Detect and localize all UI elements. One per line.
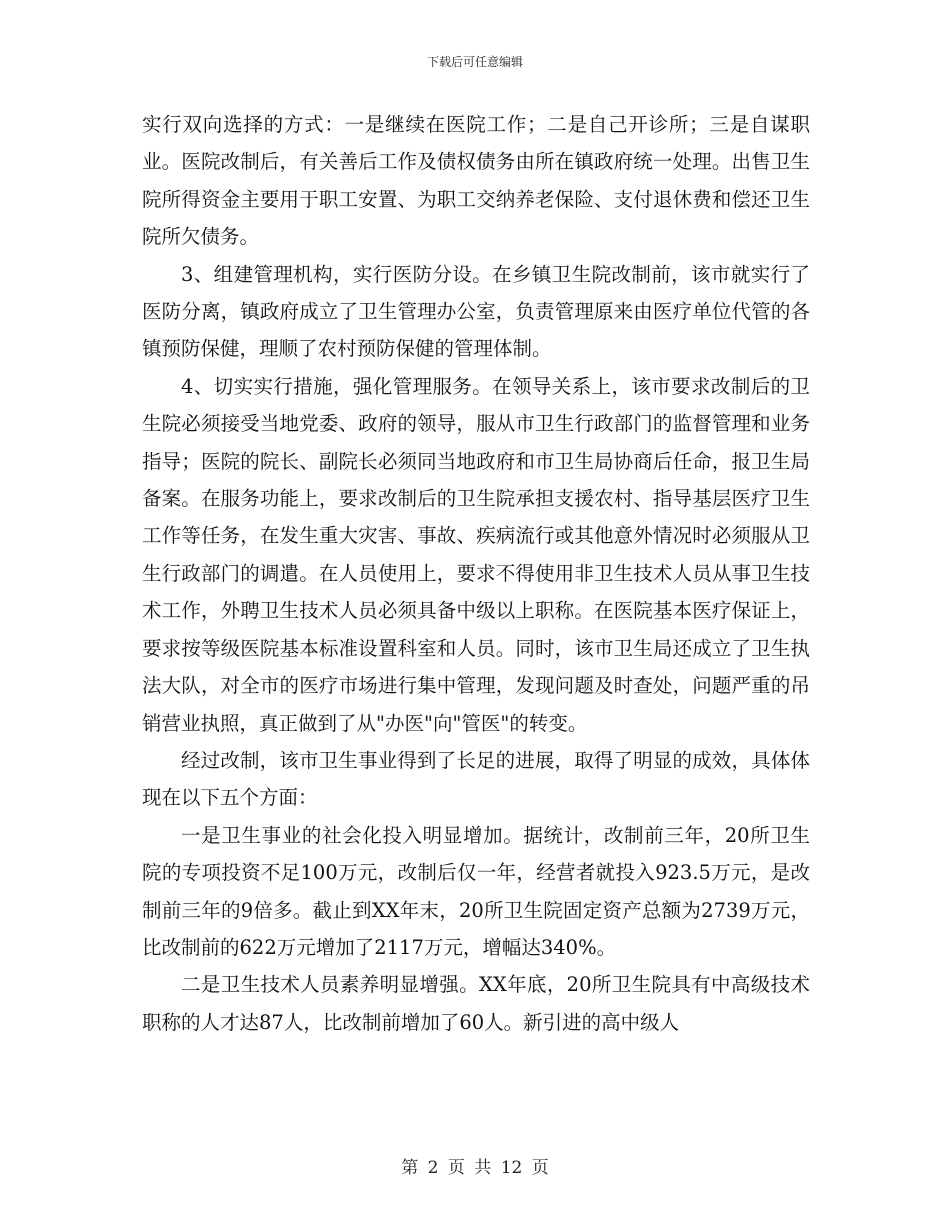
paragraph: 实行双向选择的方式：一是继续在医院工作；二是自己开诊所；三是自谋职业。医院改制后，有关善后工作及债权债务由所在镇政府统一处理。出售卫生院所得资金主要用于职工安置、为职工交纳养老保险、支付退休费和偿还卫生院所欠债务。 [142, 113, 810, 249]
paragraph: 4、切实实行措施，强化管理服务。在领导关系上，该市要求改制后的卫生院必须接受当地党委、政府的领导，服从市卫生行政部门的监督管理和业务指导；医院的院长、副院长必须同当地政府和市卫生局协商后任命，报卫生局备案。在服务功能上，要求改制后的卫生院承担支援农村、指导基层医疗卫生工作等任务，在发生重大灾害、事故、疾病流行或其他意外情况时必须服从卫生行政部门的调遣。在人员使用上，要求不得使用非卫生技术人员从事卫生技术工作，外聘卫生技术人员必须具备中级以上职称。在医院基本医疗保证上，要求按等级医院基本标准设置科室和人员。同时，该市卫生局还成立了卫生执法大队，对全市的医疗市场进行集中管理，发现问题及时查处，问题严重的吊销营业执照，真正做到了从"办医"向"管医"的转变。 [142, 374, 810, 735]
paragraph: 3、组建管理机构，实行医防分设。在乡镇卫生院改制前，该市就实行了医防分离，镇政府成立了卫生管理办公室，负责管理原来由医疗单位代管的各镇预防保健，理顺了农村预防保健的管理体制。 [142, 262, 810, 361]
document-body [142, 106, 810, 1041]
page-header: 下载后可任意编辑 [426, 55, 523, 69]
page-footer: 第 2 页 共 12 页 [401, 1158, 549, 1178]
paragraph: 二是卫生技术人员素养明显增强。XX年底，20所卫生院具有中高级技术职称的人才达87人，比改制前增加了60人。新引进的高中级人 [142, 973, 810, 1034]
paragraph: 经过改制，该市卫生事业得到了长足的进展，取得了明显的成效，具体体现在以下五个方面： [142, 748, 810, 810]
paragraph: 一是卫生事业的社会化投入明显增加。据统计，改制前三年，20所卫生院的专项投资不足100万元，改制后仅一年，经营者就投入923.5万元，是改制前三年的9倍多。截止到XX年末，20所卫生院固定资产总额为2739万元，比改制前的622万元增加了2117万元，增幅达340%。 [142, 823, 810, 959]
